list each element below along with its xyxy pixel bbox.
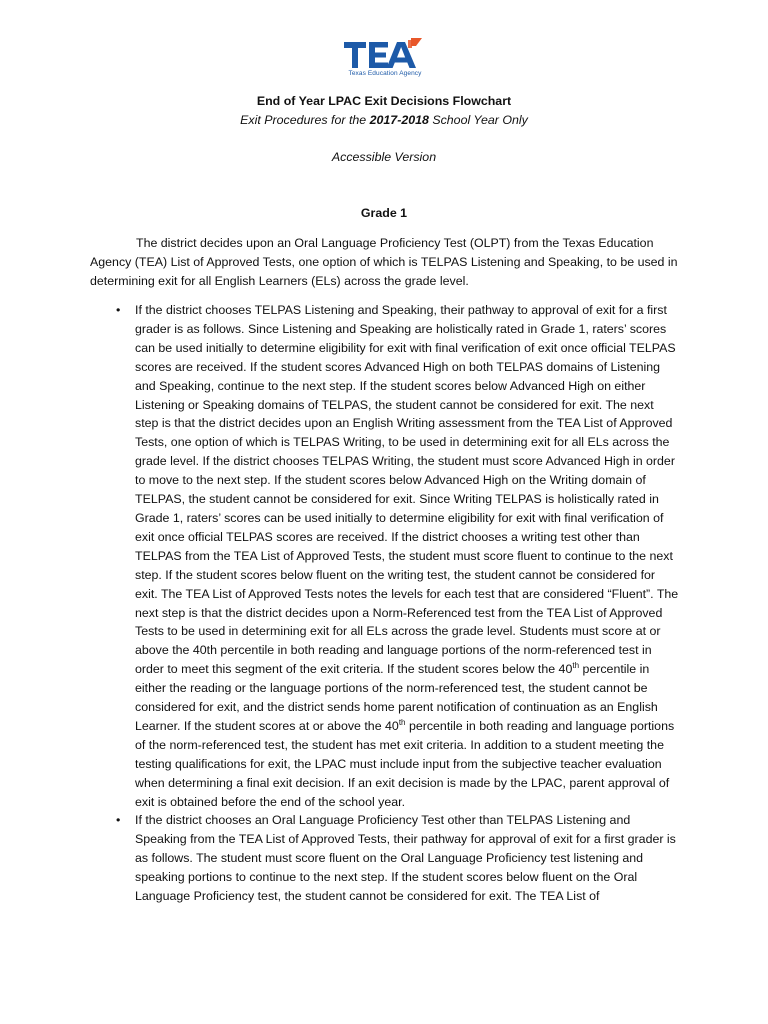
list-item-text bbox=[135, 301, 680, 811]
section-heading: Grade 1 bbox=[360, 206, 408, 220]
list-item bbox=[90, 301, 680, 811]
bullet-list bbox=[90, 301, 680, 906]
document-version: Accessible Version bbox=[331, 150, 437, 164]
tea-logo bbox=[342, 36, 428, 82]
text-segment: If the district chooses an Oral Language Proficiency Test other than TELPAS Listening and Speaking from the TEA List of Approved Tests, their pathway for approval of exit for a first grader is as follows. The student must score fluent on the Oral Language Proficiency test listening and speaking portions to continue to the next step. If the student scores below fluent on the Oral Language Proficiency test, the student cannot be considered for exit. The TEA List of bbox=[135, 813, 676, 904]
superscript: th bbox=[398, 717, 406, 727]
subtitle-year: 2017-2018 bbox=[369, 113, 429, 127]
bullet-icon: • bbox=[116, 303, 121, 317]
list-item bbox=[90, 811, 680, 906]
agency-name: Texas Education Agency bbox=[348, 70, 422, 77]
bullet-icon: • bbox=[116, 813, 121, 828]
subtitle-prefix: Exit Procedures for the bbox=[240, 113, 370, 127]
subtitle-suffix: School Year Only bbox=[428, 113, 528, 127]
text-segment: percentile in either the reading or the language portions of the norm-referenced test, the student cannot be considered for exit, and the district sends home parent notification of continuation as an English Learner. If the student scores at or above the 40 bbox=[135, 662, 658, 733]
intro-paragraph: The district decides upon an Oral Language Proficiency Test (OLPT) from the Texas Education Agency (TEA) List of Approved Tests, one option of which is TELPAS Listening and Speaking, to be used in determining exit for all English Learners (ELs) across the grade level. bbox=[90, 236, 678, 288]
document-title: End of Year LPAC Exit Decisions Flowchart bbox=[256, 94, 512, 108]
text-segment: percentile in both reading and language portions of the norm-referenced test, the student has met exit criteria. In addition to a student meeting the testing qualifications for exit, the LPAC must include input from the subjective teacher evaluation when determining a final exit decision. If an exit decision is made by the LPAC, parent approval of exit is obtained before the end of the school year. bbox=[135, 718, 675, 809]
document-subtitle bbox=[0, 113, 768, 127]
tea-logo-mark bbox=[342, 36, 428, 70]
text-segment: If the district chooses TELPAS Listening and Speaking, their pathway to approval of exit for a first grader is as follows. Since Listening and Speaking are holistically rated in Grade 1, raters’ scores can be used initially to determine eligibility for exit with final verification of exit once official TELPAS scores are received. If the student scores Advanced High on both TELPAS domains of Listening and Speaking, continue to the next step. If the student scores below Advanced High on either Listening or Speaking domains of TELPAS, the student cannot be considered for exit. The next step is that the district decides upon an English Writing assessment from the TEA List of Approved Tests, one option of which is TELPAS Writing, to be used in determining exit for all ELs across the grade level. If the district chooses TELPAS Writing, the student must score Advanced High in order to move to the next step. If the student scores below Advanced High on the Writing domain of TELPAS, the student cannot be considered for exit. Since Writing TELPAS is holistically rated in Grade 1, raters’ scores can be used initially to determine eligibility for exit with final verification of exit once official TELPAS scores are received. If the district chooses a writing test other than TELPAS from the TEA List of Approved Tests, the student must score fluent to continue to the next step. If the student scores below fluent on the writing test, the student cannot be considered for exit. The TEA List of Approved Tests notes the levels for each test that are considered “Fluent”. The next step is that the district decides upon a Norm-Referenced test from the TEA List of Approved Tests to be used in determining exit for all ELs across the grade level. Students must score at or above the 40th percentile in both reading and language portions of the norm-referenced test in order to meet this segment of the exit criteria. If the student scores below the 40 bbox=[135, 303, 679, 677]
list-item-text bbox=[135, 811, 680, 906]
superscript: th bbox=[572, 661, 580, 671]
